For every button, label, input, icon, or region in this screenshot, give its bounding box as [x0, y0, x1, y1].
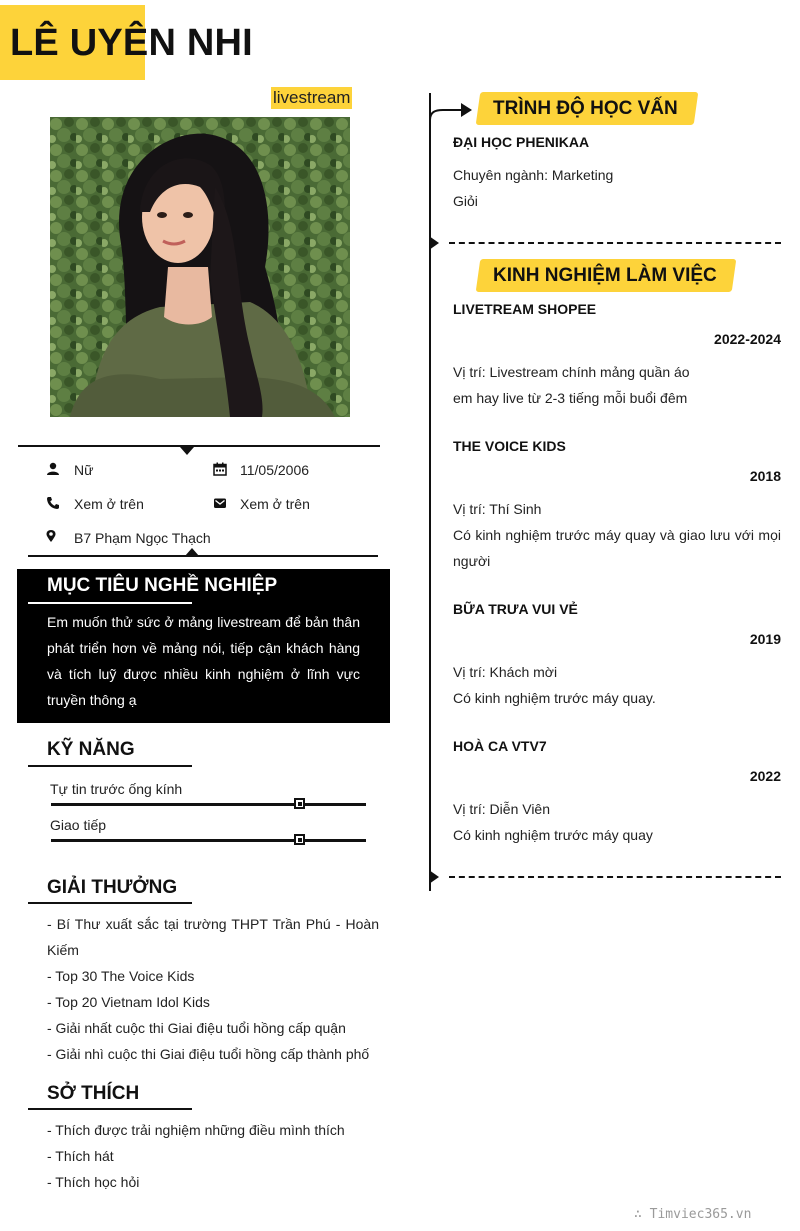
experience-line: Có kinh nghiệm trước máy quay và giao lưu với mọi người: [453, 527, 781, 569]
awards-list: [47, 911, 379, 1067]
skill-bar-knob: [294, 834, 305, 845]
birthday-value: 11/05/2006: [240, 462, 310, 478]
hobbies-list: [47, 1117, 379, 1195]
objective-text: Em muốn thử sức ở mảng livestream để bản thân phát triển hơn về mảng nói, tiếp cận khách hàng và tích luỹ được nhiều kinh nghiệm ở lĩnh vực truyền thông ạ: [47, 614, 360, 708]
arrow-right-icon: [429, 100, 473, 122]
experience-org: HOÀ CA VTV7: [453, 738, 547, 754]
objective-underline: [28, 602, 192, 604]
objective-title: MỤC TIÊU NGHỀ NGHIỆP: [47, 575, 278, 596]
list-item: - Top 30 The Voice Kids: [47, 968, 195, 984]
section-divider: [449, 242, 781, 244]
education-major: Chuyên ngành: Marketing: [453, 167, 614, 183]
experience-year: 2019: [749, 631, 781, 647]
list-item: - Thích học hỏi: [47, 1174, 140, 1190]
map-pin-icon: [44, 529, 58, 543]
experience-title: KINH NGHIỆM LÀM VIỆC: [493, 265, 717, 286]
section-divider: [449, 876, 781, 878]
experience-org: BỮA TRƯA VUI VẺ: [453, 601, 578, 617]
skill-label: Tự tin trước ống kính: [50, 781, 183, 797]
experience-year: 2018: [749, 468, 781, 484]
list-item: - Giải nhất cuộc thi Giai điệu tuổi hồng cấp quận: [47, 1020, 346, 1036]
profile-photo: [50, 117, 350, 417]
education-grade: Giỏi: [453, 193, 478, 209]
envelope-icon: [213, 496, 227, 510]
school-name: ĐẠI HỌC PHENIKAA: [453, 134, 590, 150]
experience-line: Có kinh nghiệm trước máy quay.: [453, 690, 656, 706]
experience-line: Có kinh nghiệm trước máy quay: [453, 827, 653, 843]
user-icon: [46, 462, 60, 476]
experience-org: LIVETREAM SHOPEE: [453, 301, 597, 317]
gender-value: Nữ: [74, 462, 94, 478]
skill-bar-track: [51, 839, 366, 842]
contact-bottom-divider: [28, 555, 378, 557]
skills-title: KỸ NĂNG: [47, 739, 135, 760]
candidate-name: LÊ UYÊN NHI: [10, 22, 253, 64]
hobbies-underline: [28, 1108, 192, 1110]
divider-arrow-down: [180, 447, 194, 455]
experience-year: 2022-2024: [714, 331, 781, 347]
phone-value: Xem ở trên: [74, 496, 144, 512]
skill-bar-track: [51, 803, 366, 806]
education-title: TRÌNH ĐỘ HỌC VẤN: [493, 98, 678, 119]
list-item: - Thích hát: [47, 1148, 114, 1164]
calendar-icon: [213, 462, 227, 476]
awards-title: GIẢI THƯỞNG: [47, 877, 178, 898]
hobbies-title: SỞ THÍCH: [47, 1083, 140, 1104]
experience-line: Vị trí: Livestream chính mảng quần áo: [453, 364, 690, 380]
list-item: - Top 20 Vietnam Idol Kids: [47, 994, 210, 1010]
skill-bar-knob: [294, 798, 305, 809]
watermark: ∴ Timviec365.vn: [634, 1207, 752, 1222]
candidate-role: livestream: [273, 88, 351, 107]
experience-line: Vị trí: Khách mời: [453, 664, 558, 680]
skills-underline: [28, 765, 192, 767]
list-item: - Giải nhì cuộc thi Giai điệu tuổi hồng cấp thành phố: [47, 1046, 370, 1062]
experience-line: Vị trí: Thí Sinh: [453, 501, 542, 517]
address-value: B7 Phạm Ngọc Thạch: [74, 530, 211, 546]
awards-underline: [28, 902, 192, 904]
timeline-marker: [429, 870, 439, 884]
experience-year: 2022: [749, 768, 781, 784]
experience-line: Vị trí: Diễn Viên: [453, 801, 551, 817]
contact-top-divider: [18, 445, 380, 447]
experience-line: em hay live từ 2-3 tiếng mỗi buổi đêm: [453, 390, 688, 406]
phone-icon: [46, 496, 60, 510]
timeline-marker: [429, 236, 439, 250]
list-item: - Bí Thư xuất sắc tại trường THPT Trần Phú - Hoàn Kiếm: [47, 916, 379, 958]
email-value: Xem ở trên: [240, 496, 310, 512]
skill-label: Giao tiếp: [50, 817, 107, 833]
list-item: - Thích được trải nghiệm những điều mình thích: [47, 1122, 345, 1138]
experience-org: THE VOICE KIDS: [453, 438, 566, 454]
timeline-line: [429, 93, 431, 891]
